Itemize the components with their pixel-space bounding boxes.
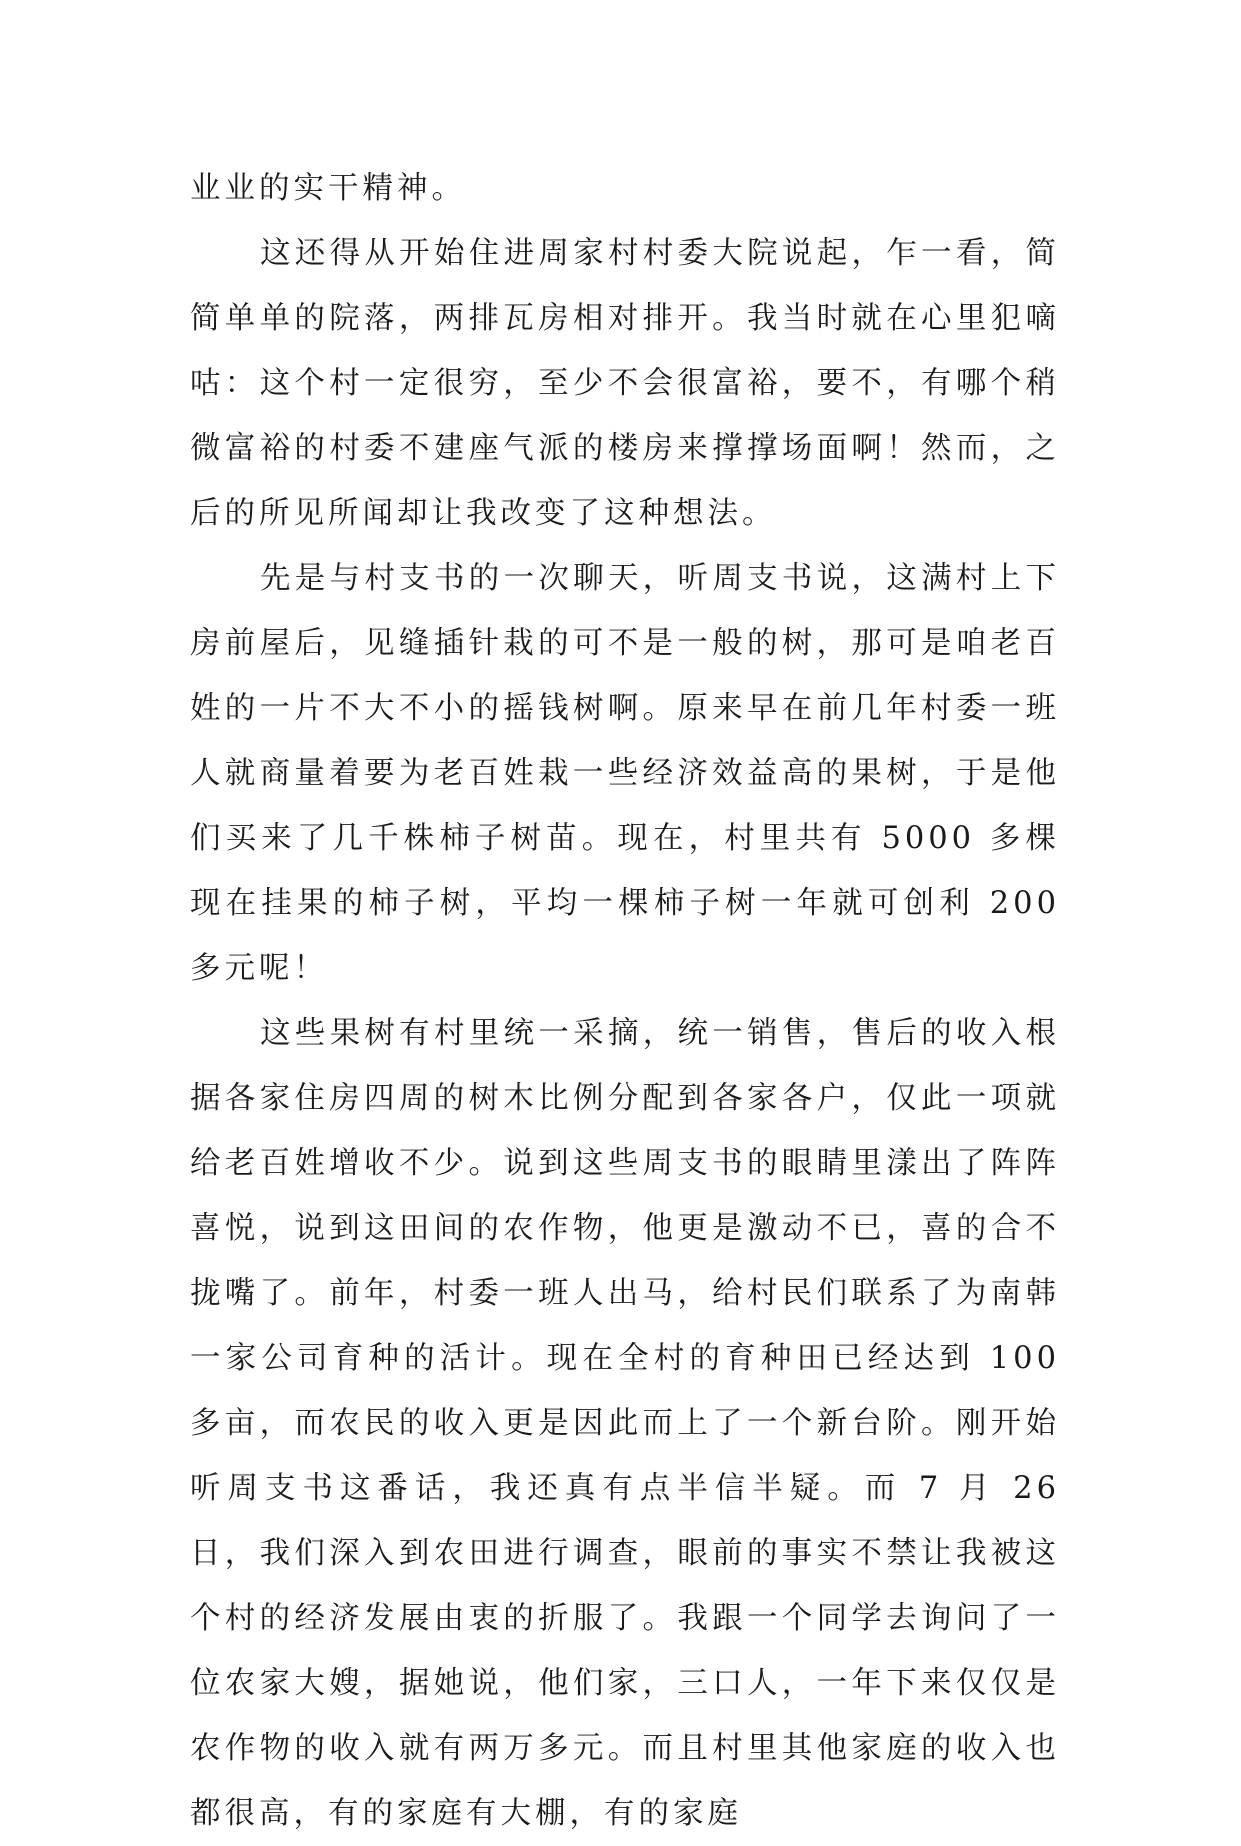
paragraph: 业业的实干精神。 — [190, 171, 466, 206]
paragraph: 这些果树有村里统一采摘，统一销售，售后的收入根据各家住房四周的树木比例分配到各家各户，仅此一项就给老百姓增收不少。说到这些周支书的眼睛里漾出了阵阵喜悦，说到这田间的农作物，他更是激动不已，喜的合不拢嘴了。前年，村委一班人出马，给村民们联系了为南韩一家公司育种的活计。现在全村的育种田已经达到 100 多亩，而农民的收入更是因此而上了一个新台阶。刚开始听周支书这番话，我还真有点半信半疑。而 7 月 26 日，我们深入到农田进行调查，眼前的事实不禁让我被这个村的经济发展由衷的折服了。我跟一个同学去询问了一位农家大嫂，据她说，他们家，三口人，一年下来仅仅是农作物的收入就有两万多元。而且村里其他家庭的收入也都很高，有的家庭有大棚，有的家庭 — [190, 1016, 1060, 1831]
body-text — [190, 156, 1060, 1846]
paragraph: 这还得从开始住进周家村村委大院说起，乍一看，简简单单的院落，两排瓦房相对排开。我当时就在心里犯嘀咕：这个村一定很穷，至少不会很富裕，要不，有哪个稍微富裕的村委不建座气派的楼房来撑撑场面啊！然而，之后的所见所闻却让我改变了这种想法。 — [190, 236, 1060, 531]
paragraph: 先是与村支书的一次聊天，听周支书说，这满村上下房前屋后，见缝插针栽的可不是一般的树，那可是咱老百姓的一片不大不小的摇钱树啊。原来早在前几年村委一班人就商量着要为老百姓栽一些经济效益高的果树，于是他们买来了几千株柿子树苗。现在，村里共有 5000 多棵现在挂果的柿子树，平均一棵柿子树一年就可创利 200 多元呢！ — [190, 561, 1060, 986]
